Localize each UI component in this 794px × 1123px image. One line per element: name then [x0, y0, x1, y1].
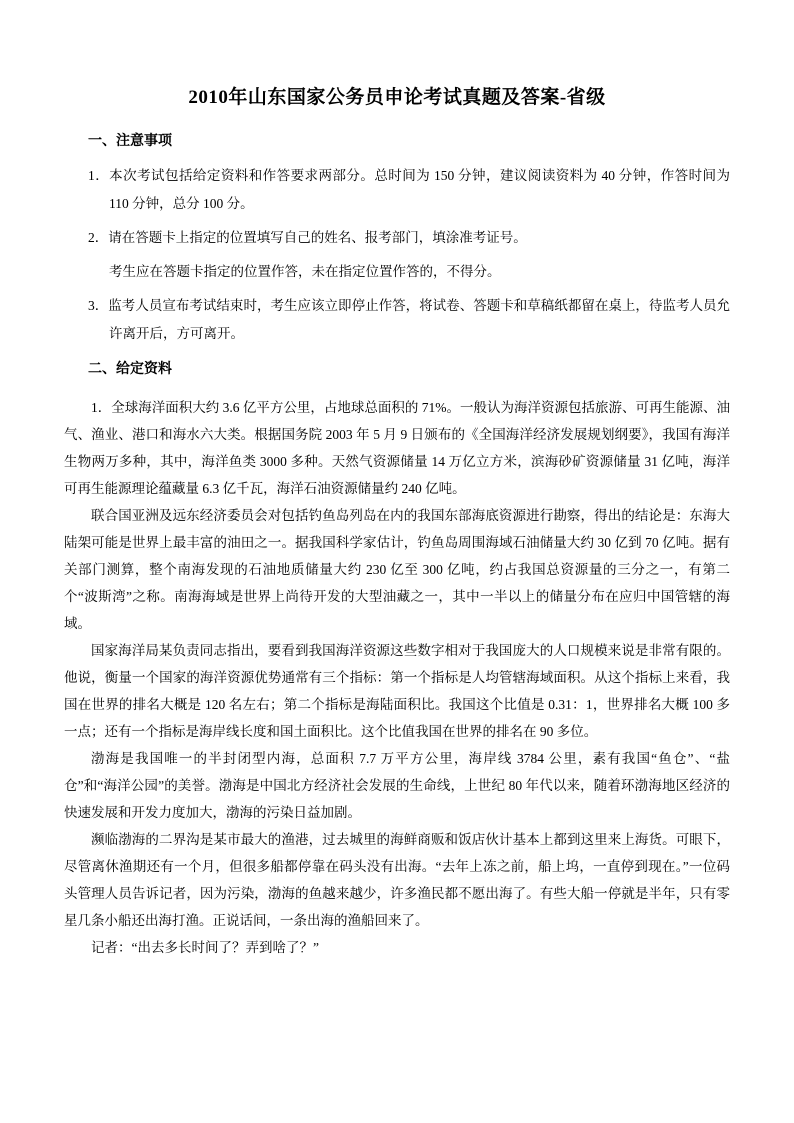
notice-item-3: 3．监考人员宣布考试结束时，考生应该立即停止作答，将试卷、答题卡和草稿纸都留在桌上，待监考人员允许离开后，方可离开。: [88, 298, 730, 341]
section-heading-materials: 二、给定资料: [88, 362, 172, 377]
material-paragraph-6-reporter-line: 记者：“出去多长时间了？弄到啥了？”: [91, 940, 319, 955]
material-paragraph-1: 1．全球海洋面积大约 3.6 亿平方公里，占地球总面积的 71%。一般认为海洋资源包括旅游、可再生能源、油气、渔业、港口和海水六大类。根据国务院 2003 年 5 月 9 日颁布的《全国海洋经济发展规划纲要》，我国有海洋生物两万多种，其中，海洋鱼类 3000 多种。天然气资源储量 14 万亿立方米，滨海砂矿资源储量 31 亿吨，海洋可再生能源理论蕴藏量 6.3 亿千瓦，海洋石油资源储量约 240 亿吨。: [64, 400, 730, 496]
section-heading-notice: 一、注意事项: [88, 134, 172, 149]
notice-section: [88, 162, 730, 348]
notice-item-2-note: 考生应在答题卡指定的位置作答，未在指定位置作答的，不得分。: [109, 264, 501, 279]
notice-item-1: 1．本次考试包括给定资料和作答要求两部分。总时间为 150 分钟，建议阅读资料为 40 分钟，作答时间为 110 分钟，总分 100 分。: [88, 168, 730, 211]
document-title: 2010年山东国家公务员申论考试真题及答案-省级: [188, 87, 606, 108]
material-paragraph-5: 濒临渤海的二界沟是某市最大的渔港，过去城里的海鲜商贩和饭店伙计基本上都到这里来上海货。可眼下，尽管离休渔期还有一个月，但很多船都停靠在码头没有出海。“去年上冻之前，船上坞，一直停到现在。”一位码头管理人员告诉记者，因为污染，渤海的鱼越来越少，许多渔民都不愿出海了。有些大船一停就是半年，只有零星几条小船还出海打渔。正说话间，一条出海的渔船回来了。: [64, 832, 730, 928]
material-paragraph-4: 渤海是我国唯一的半封闭型内海，总面积 7.7 万平方公里，海岸线 3784 公里，素有我国“鱼仓”、“盐仓”和“海洋公园”的美誉。渤海是中国北方经济社会发展的生命线，上世纪 80 年代以来，随着环渤海地区经济的快速发展和开发力度加大，渤海的污染日益加剧。: [64, 751, 730, 820]
material-paragraph-2: 联合国亚洲及远东经济委员会对包括钓鱼岛列岛在内的我国东部海底资源进行勘察，得出的结论是：东海大陆架可能是世界上最丰富的油田之一。据我国科学家估计，钓鱼岛周围海域石油储量大约 30 亿到 70 亿吨。据有关部门测算，整个南海发现的石油地质储量大约 230 亿至 300 亿吨，约占我国总资源量的三分之一，有第二个“波斯湾”之称。南海海域是世界上尚待开发的大型油藏之一，其中一半以上的储量分布在应归中国管辖的海域。: [64, 508, 730, 631]
material-paragraph-3: 国家海洋局某负责同志指出，要看到我国海洋资源这些数字相对于我国庞大的人口规模来说是非常有限的。他说，衡量一个国家的海洋资源优势通常有三个指标：第一个指标是人均管辖海域面积。从这个指标上来看，我国在世界的排名大概是 120 名左右；第二个指标是海陆面积比。我国这个比值是 0.31：1，世界排名大概 100 多一点；还有一个指标是海岸线长度和国土面积比。这个比值我国在世界的排名在 90 多位。: [64, 643, 730, 739]
notice-item-2: 2．请在答题卡上指定的位置填写自己的姓名、报考部门，填涂准考证号。: [88, 230, 527, 245]
materials-section: [64, 394, 730, 961]
